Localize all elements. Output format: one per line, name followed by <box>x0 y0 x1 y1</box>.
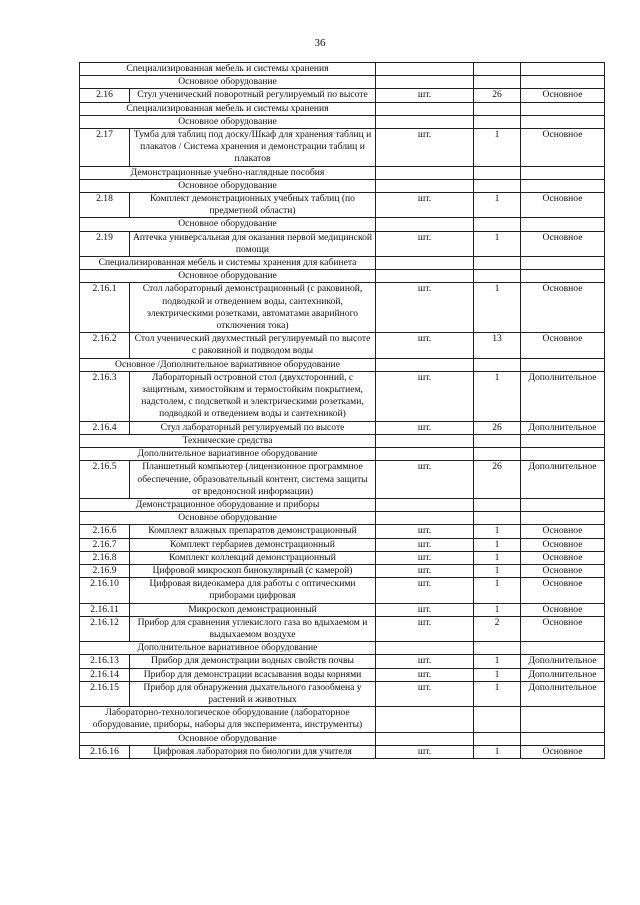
item-name: Микроскоп демонстрационный <box>130 603 376 616</box>
item-unit: шт. <box>376 421 474 434</box>
item-name: Прибор для сравнения углекислого газа во вдыхаемом и выдыхаемом воздухе <box>130 616 376 641</box>
table-row <box>80 461 605 499</box>
empty-cell <box>521 448 605 461</box>
empty-cell <box>521 166 605 179</box>
section-row <box>80 512 605 525</box>
section-heading: Лабораторно-технологическое оборудование (лабораторное оборудование, приборы, наборы для эксперимента, инструменты) <box>80 707 376 732</box>
empty-cell <box>521 115 605 128</box>
section-row <box>80 707 605 732</box>
item-unit: шт. <box>376 551 474 564</box>
table-row <box>80 564 605 577</box>
section-row <box>80 115 605 128</box>
section-heading: Основное оборудование <box>80 218 376 231</box>
table-row <box>80 283 605 333</box>
page-number: 36 <box>314 37 326 49</box>
item-category: Основное <box>521 745 605 758</box>
empty-cell <box>376 732 474 745</box>
item-quantity: 1 <box>474 603 521 616</box>
item-name: Стол ученический двухместный регулируемый по высоте с раковиной и подводом воды <box>130 333 376 358</box>
empty-cell <box>376 76 474 89</box>
section-heading: Дополнительное вариативное оборудование <box>80 448 376 461</box>
table-row <box>80 231 605 256</box>
item-quantity: 1 <box>474 578 521 603</box>
table-row <box>80 371 605 421</box>
item-category: Основное <box>521 538 605 551</box>
item-category: Основное <box>521 283 605 333</box>
table-row <box>80 421 605 434</box>
empty-cell <box>474 498 521 511</box>
item-name: Лабораторный островной стол (двухсторонний, с защитным, химостойким и термостойким покрытием, надстолем, с подсветкой и электрическими розетками, подводкой и отведением воды и сантехникой) <box>130 371 376 421</box>
item-name: Комплект демонстрационных учебных таблиц (по предметной области) <box>130 193 376 218</box>
empty-cell <box>521 102 605 115</box>
item-number: 2.16.13 <box>80 655 130 668</box>
section-row <box>80 257 605 270</box>
section-row <box>80 358 605 371</box>
empty-cell <box>521 257 605 270</box>
table-row <box>80 603 605 616</box>
item-number: 2.16.11 <box>80 603 130 616</box>
item-category: Дополнительное <box>521 461 605 499</box>
empty-cell <box>376 642 474 655</box>
empty-cell <box>521 512 605 525</box>
empty-cell <box>474 76 521 89</box>
item-category: Основное <box>521 129 605 167</box>
section-heading: Основное оборудование <box>80 179 376 192</box>
item-quantity: 1 <box>474 655 521 668</box>
section-row <box>80 434 605 447</box>
section-heading: Дополнительное вариативное оборудование <box>80 642 376 655</box>
empty-cell <box>521 642 605 655</box>
section-heading: Основное оборудование <box>80 512 376 525</box>
empty-cell <box>521 732 605 745</box>
item-quantity: 1 <box>474 371 521 421</box>
empty-cell <box>521 76 605 89</box>
section-row <box>80 102 605 115</box>
section-row <box>80 166 605 179</box>
item-quantity: 1 <box>474 283 521 333</box>
table-row <box>80 681 605 706</box>
item-name: Цифровой микроскоп бинокулярный (с камерой) <box>130 564 376 577</box>
item-name: Тумба для таблиц под доску/Шкаф для хранения таблиц и плакатов / Система хранения и демонстрации таблиц и плакатов <box>130 129 376 167</box>
table-row <box>80 578 605 603</box>
item-number: 2.16.14 <box>80 668 130 681</box>
empty-cell <box>376 257 474 270</box>
item-quantity: 1 <box>474 538 521 551</box>
item-number: 2.16.3 <box>80 371 130 421</box>
item-name: Комплект гербариев демонстрационный <box>130 538 376 551</box>
section-row <box>80 448 605 461</box>
equipment-table <box>79 62 605 759</box>
empty-cell <box>376 179 474 192</box>
item-unit: шт. <box>376 333 474 358</box>
empty-cell <box>376 512 474 525</box>
section-row <box>80 498 605 511</box>
item-number: 2.16.10 <box>80 578 130 603</box>
item-unit: шт. <box>376 283 474 333</box>
section-row <box>80 642 605 655</box>
item-number: 2.16.4 <box>80 421 130 434</box>
item-unit: шт. <box>376 578 474 603</box>
section-heading: Основное оборудование <box>80 270 376 283</box>
empty-cell <box>376 448 474 461</box>
table-row <box>80 129 605 167</box>
item-unit: шт. <box>376 538 474 551</box>
empty-cell <box>376 270 474 283</box>
item-category: Основное <box>521 525 605 538</box>
empty-cell <box>376 166 474 179</box>
item-name: Планшетный компьютер (лицензионное программное обеспечение, образовательный контент, система защиты от вредоносной информации) <box>130 461 376 499</box>
item-quantity: 1 <box>474 193 521 218</box>
empty-cell <box>474 448 521 461</box>
section-heading: Специализированная мебель и системы хранения для кабинета <box>80 257 376 270</box>
item-name: Цифровая видеокамера для работы с оптическими приборами цифровая <box>130 578 376 603</box>
item-unit: шт. <box>376 603 474 616</box>
section-heading: Основное оборудование <box>80 732 376 745</box>
item-unit: шт. <box>376 655 474 668</box>
empty-cell <box>376 707 474 732</box>
empty-cell <box>474 102 521 115</box>
item-name: Прибор для демонстрации всасывания воды корнями <box>130 668 376 681</box>
section-row <box>80 76 605 89</box>
item-quantity: 26 <box>474 89 521 102</box>
item-category: Основное <box>521 333 605 358</box>
empty-cell <box>474 257 521 270</box>
item-quantity: 1 <box>474 551 521 564</box>
item-quantity: 1 <box>474 668 521 681</box>
item-quantity: 1 <box>474 231 521 256</box>
table-row <box>80 668 605 681</box>
item-quantity: 2 <box>474 616 521 641</box>
item-number: 2.16.8 <box>80 551 130 564</box>
table-row <box>80 525 605 538</box>
item-quantity: 1 <box>474 564 521 577</box>
section-row <box>80 63 605 76</box>
item-number: 2.16.12 <box>80 616 130 641</box>
empty-cell <box>376 115 474 128</box>
empty-cell <box>474 166 521 179</box>
item-number: 2.18 <box>80 193 130 218</box>
section-row <box>80 218 605 231</box>
item-unit: шт. <box>376 89 474 102</box>
empty-cell <box>521 179 605 192</box>
item-category: Дополнительное <box>521 371 605 421</box>
empty-cell <box>521 63 605 76</box>
section-heading: Специализированная мебель и системы хранения <box>80 63 376 76</box>
item-number: 2.16.2 <box>80 333 130 358</box>
equipment-table-body <box>80 63 605 759</box>
empty-cell <box>474 707 521 732</box>
section-row <box>80 732 605 745</box>
empty-cell <box>474 218 521 231</box>
empty-cell <box>474 358 521 371</box>
item-name: Комплект влажных препаратов демонстрационный <box>130 525 376 538</box>
item-name: Прибор для обнаружения дыхательного газообмена у растений и животных <box>130 681 376 706</box>
item-category: Основное <box>521 603 605 616</box>
item-category: Основное <box>521 564 605 577</box>
item-number: 2.16.1 <box>80 283 130 333</box>
item-category: Дополнительное <box>521 681 605 706</box>
item-number: 2.16.7 <box>80 538 130 551</box>
table-row <box>80 89 605 102</box>
empty-cell <box>376 358 474 371</box>
empty-cell <box>521 434 605 447</box>
empty-cell <box>376 63 474 76</box>
item-quantity: 26 <box>474 461 521 499</box>
empty-cell <box>376 102 474 115</box>
empty-cell <box>474 512 521 525</box>
item-category: Основное <box>521 89 605 102</box>
item-name: Стул ученический поворотный регулируемый по высоте <box>130 89 376 102</box>
item-quantity: 1 <box>474 129 521 167</box>
table-row <box>80 551 605 564</box>
item-category: Основное <box>521 616 605 641</box>
section-heading: Специализированная мебель и системы хранения <box>80 102 376 115</box>
item-name: Прибор для демонстрации водных свойств почвы <box>130 655 376 668</box>
section-heading: Основное оборудование <box>80 76 376 89</box>
item-unit: шт. <box>376 616 474 641</box>
section-row <box>80 270 605 283</box>
item-category: Дополнительное <box>521 421 605 434</box>
empty-cell <box>474 732 521 745</box>
table-row <box>80 745 605 758</box>
empty-cell <box>521 707 605 732</box>
section-heading: Демонстрационные учебно-наглядные пособия <box>80 166 376 179</box>
empty-cell <box>376 498 474 511</box>
item-quantity: 1 <box>474 745 521 758</box>
item-unit: шт. <box>376 564 474 577</box>
item-name: Аптечка универсальная для оказания первой медицинской помощи <box>130 231 376 256</box>
section-heading: Демонстрационное оборудование и приборы <box>80 498 376 511</box>
section-row <box>80 179 605 192</box>
section-heading: Технические средства <box>80 434 376 447</box>
item-quantity: 1 <box>474 681 521 706</box>
empty-cell <box>474 63 521 76</box>
item-number: 2.16.6 <box>80 525 130 538</box>
item-number: 2.16.15 <box>80 681 130 706</box>
item-unit: шт. <box>376 129 474 167</box>
item-unit: шт. <box>376 193 474 218</box>
table-row <box>80 538 605 551</box>
empty-cell <box>474 642 521 655</box>
empty-cell <box>521 498 605 511</box>
item-quantity: 13 <box>474 333 521 358</box>
empty-cell <box>521 358 605 371</box>
empty-cell <box>474 179 521 192</box>
item-category: Основное <box>521 551 605 564</box>
item-name: Стол лабораторный демонстрационный (с раковиной, подводкой и отведением воды, сантехникой, электрическими розетками, автоматами аварийного отключения тока) <box>130 283 376 333</box>
item-category: Основное <box>521 578 605 603</box>
item-number: 2.17 <box>80 129 130 167</box>
item-unit: шт. <box>376 371 474 421</box>
table-row <box>80 333 605 358</box>
item-category: Основное <box>521 231 605 256</box>
item-category: Дополнительное <box>521 655 605 668</box>
item-number: 2.19 <box>80 231 130 256</box>
empty-cell <box>521 270 605 283</box>
item-unit: шт. <box>376 681 474 706</box>
empty-cell <box>376 218 474 231</box>
table-row <box>80 655 605 668</box>
item-unit: шт. <box>376 231 474 256</box>
item-number: 2.16.16 <box>80 745 130 758</box>
item-category: Основное <box>521 193 605 218</box>
section-heading: Основное оборудование <box>80 115 376 128</box>
item-quantity: 26 <box>474 421 521 434</box>
empty-cell <box>521 218 605 231</box>
empty-cell <box>376 434 474 447</box>
item-name: Цифровая лаборатория по биологии для учителя <box>130 745 376 758</box>
item-quantity: 1 <box>474 525 521 538</box>
table-row <box>80 616 605 641</box>
item-unit: шт. <box>376 668 474 681</box>
table-row <box>80 193 605 218</box>
item-category: Дополнительное <box>521 668 605 681</box>
item-number: 2.16 <box>80 89 130 102</box>
empty-cell <box>474 115 521 128</box>
item-number: 2.16.9 <box>80 564 130 577</box>
item-name: Комплект коллекций демонстрационный <box>130 551 376 564</box>
item-unit: шт. <box>376 525 474 538</box>
section-heading: Основное /Дополнительное вариативное оборудование <box>80 358 376 371</box>
item-unit: шт. <box>376 745 474 758</box>
empty-cell <box>474 270 521 283</box>
item-number: 2.16.5 <box>80 461 130 499</box>
item-name: Стул лабораторный регулируемый по высоте <box>130 421 376 434</box>
empty-cell <box>474 434 521 447</box>
item-unit: шт. <box>376 461 474 499</box>
